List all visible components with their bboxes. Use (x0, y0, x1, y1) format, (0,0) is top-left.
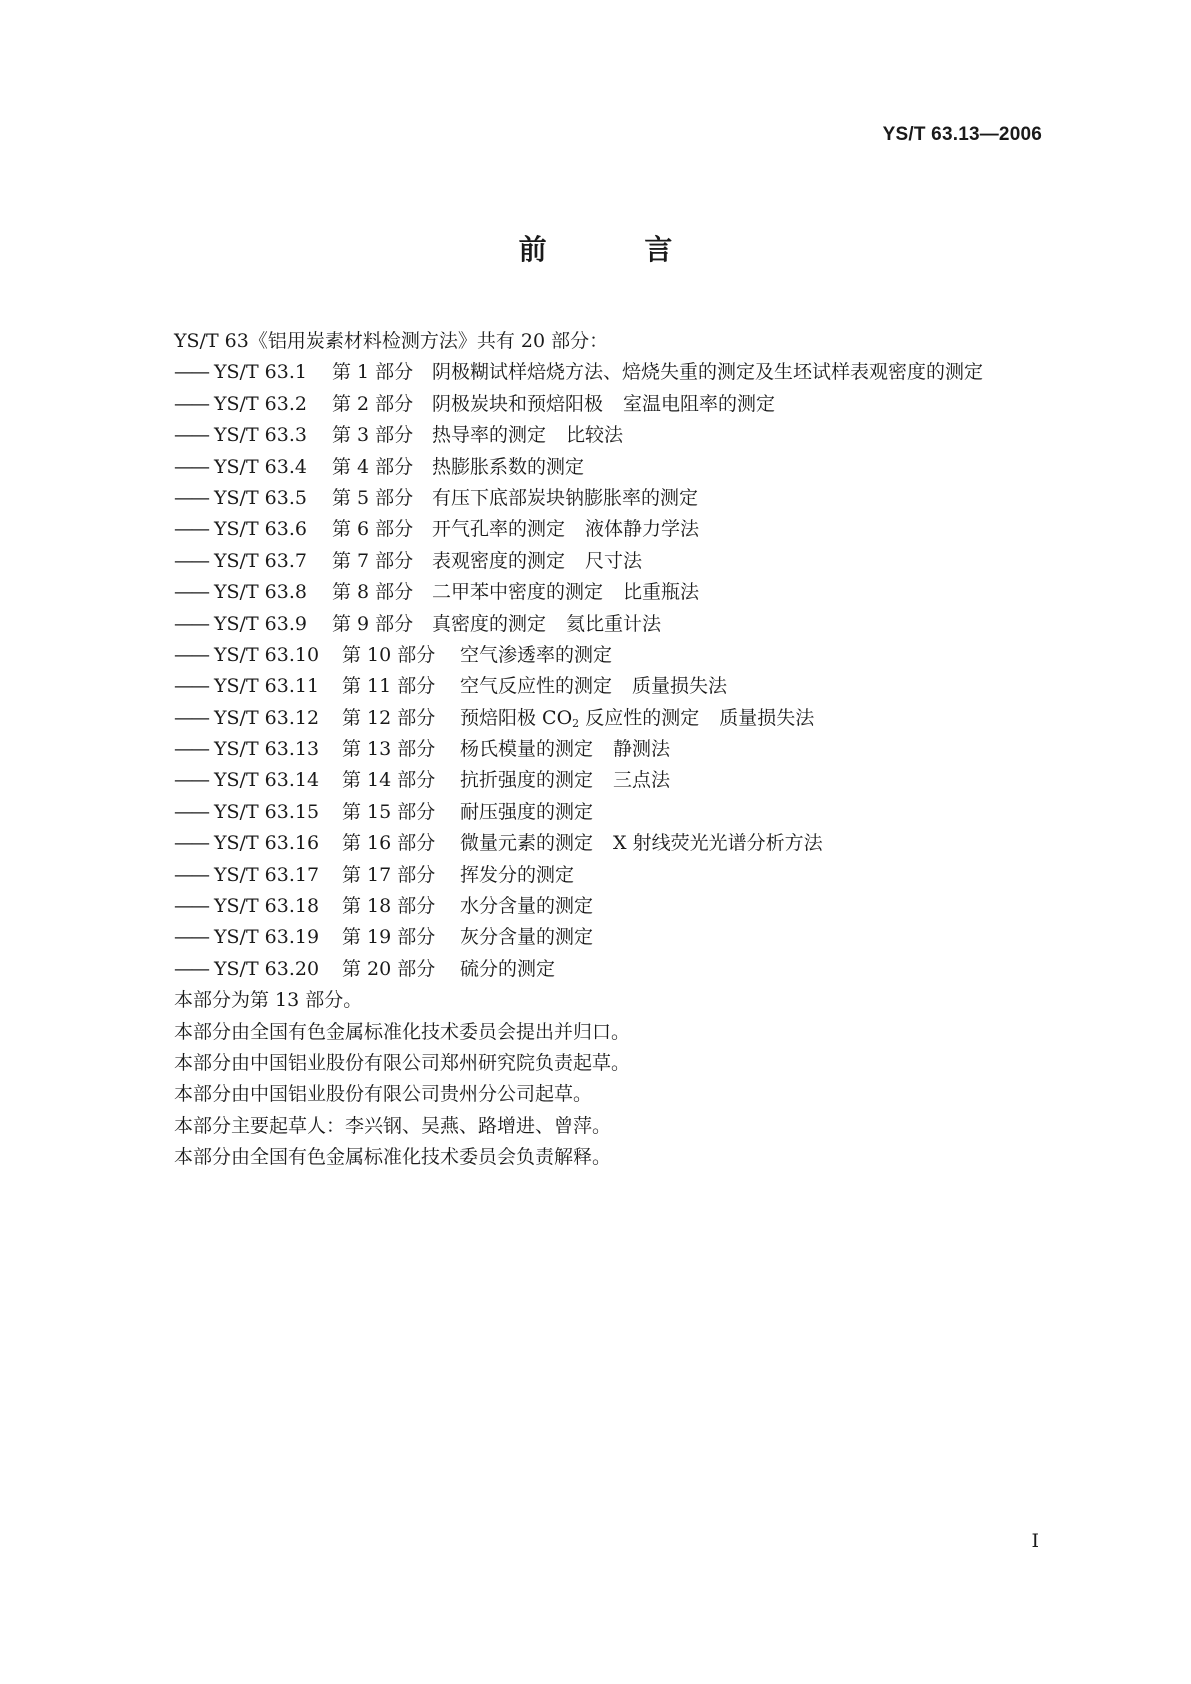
list-item: —— YS/T 63.14 第 14 部分 抗折强度的测定 三点法 (174, 769, 671, 792)
list-item: —— YS/T 63.13 第 13 部分 杨氏模量的测定 静测法 (174, 738, 671, 761)
list-item: —— YS/T 63.6 第 6 部分 开气孔率的测定 液体静力学法 (174, 518, 700, 541)
list-item: —— YS/T 63.11 第 11 部分 空气反应性的测定 质量损失法 (174, 675, 728, 698)
closing-line: 本部分由全国有色金属标准化技术委员会提出并归口。 (174, 1020, 631, 1043)
list-item: —— YS/T 63.16 第 16 部分 微量元素的测定 X 射线荧光光谱分析方法 (174, 832, 823, 855)
list-item: —— YS/T 63.2 第 2 部分 阴极炭块和预焙阳极 室温电阻率的测定 (174, 392, 776, 415)
list-item: —— YS/T 63.9 第 9 部分 真密度的测定 氦比重计法 (174, 612, 662, 635)
closing-line: 本部分由全国有色金属标准化技术委员会负责解释。 (174, 1146, 612, 1169)
page-title: 前 言 (518, 233, 717, 266)
page-number: I (1031, 1530, 1039, 1552)
list-item: —— YS/T 63.1 第 1 部分 阴极糊试样焙烧方法、焙烧失重的测定及生坯试样表观密度的测定 (174, 361, 984, 384)
list-item: —— YS/T 63.20 第 20 部分 硫分的测定 (174, 957, 556, 980)
parts-list (174, 357, 1071, 985)
document-body (174, 326, 1071, 1174)
list-item: —— YS/T 63.17 第 17 部分 挥发分的测定 (174, 863, 575, 886)
list-item: —— YS/T 63.10 第 10 部分 空气渗透率的测定 (174, 643, 613, 666)
closing-line: 本部分由中国铝业股份有限公司贵州分公司起草。 (174, 1083, 593, 1106)
list-item: —— YS/T 63.12 第 12 部分 预焙阳极 $CO_2$ 反应性的测定 质量损失法 (174, 706, 815, 730)
list-item: —— YS/T 63.7 第 7 部分 表观密度的测定 尺寸法 (174, 549, 643, 572)
intro-line: YS/T 63《铝用炭素材料检测方法》共有 20 部分： (174, 330, 609, 352)
closing-line: 本部分由中国铝业股份有限公司郑州研究院负责起草。 (174, 1051, 631, 1074)
standard-code: YS/T 63.13—2006 (882, 124, 1042, 145)
list-item: —— YS/T 63.3 第 3 部分 热导率的测定 比较法 (174, 424, 624, 447)
closing-line: 本部分为第 13 部分。 (174, 989, 363, 1012)
list-item: —— YS/T 63.8 第 8 部分 二甲苯中密度的测定 比重瓶法 (174, 581, 700, 604)
list-item: —— YS/T 63.5 第 5 部分 有压下底部炭块钠膨胀率的测定 (174, 486, 699, 509)
list-item: —— YS/T 63.15 第 15 部分 耐压强度的测定 (174, 800, 594, 823)
list-item: —— YS/T 63.18 第 18 部分 水分含量的测定 (174, 895, 594, 918)
closing-paragraphs (174, 985, 1071, 1173)
closing-line: 本部分主要起草人：李兴钢、吴燕、路增进、曾萍。 (174, 1114, 612, 1137)
list-item: —— YS/T 63.19 第 19 部分 灰分含量的测定 (174, 926, 594, 949)
list-item: —— YS/T 63.4 第 4 部分 热膨胀系数的测定 (174, 455, 585, 478)
